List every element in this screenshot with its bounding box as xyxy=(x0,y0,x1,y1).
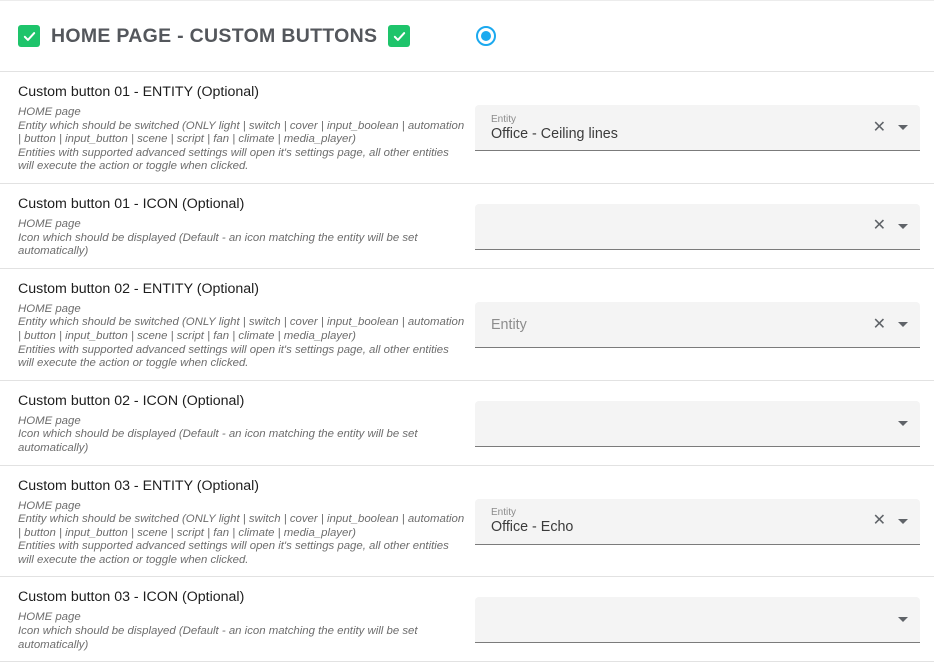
setting-control xyxy=(475,195,920,259)
setting-row xyxy=(0,72,934,184)
setting-control xyxy=(475,588,920,652)
select-icons xyxy=(873,218,908,234)
setting-description xyxy=(18,106,465,174)
select-icons xyxy=(873,513,908,529)
description-line: Entities with supported advanced settings will open it's settings page, all other entities will execute the action or toggle when clicked. xyxy=(18,146,449,173)
check-icon xyxy=(22,29,37,44)
select-text xyxy=(491,113,618,143)
setting-info xyxy=(18,280,475,371)
setting-info xyxy=(18,195,475,259)
chevron-down-icon[interactable] xyxy=(898,322,908,327)
description-line: HOME page xyxy=(18,106,81,118)
setting-info xyxy=(18,83,475,174)
setting-title: Custom button 01 - ENTITY (Optional) xyxy=(18,84,260,100)
description-line: HOME page xyxy=(18,414,81,427)
setting-description xyxy=(18,218,465,259)
clear-icon[interactable]: ✕ xyxy=(872,118,886,136)
header-checkbox-right[interactable] xyxy=(388,25,410,47)
description-line: HOME page xyxy=(18,217,81,230)
page-title: HOME PAGE - CUSTOM BUTTONS xyxy=(51,24,378,47)
description-line: HOME page xyxy=(18,302,81,315)
chevron-down-icon[interactable] xyxy=(898,421,908,426)
select-floating-label: Entity xyxy=(491,113,517,125)
setting-row xyxy=(0,269,934,381)
setting-title: Custom button 02 - ICON (Optional) xyxy=(18,392,245,409)
setting-description xyxy=(18,500,465,568)
description-line: Entities with supported advanced settings will open it's settings page, all other entities will execute the action or toggle when clicked. xyxy=(18,540,449,566)
chevron-down-icon[interactable] xyxy=(898,617,908,622)
select-text xyxy=(491,317,527,333)
description-line: HOME page xyxy=(18,499,81,512)
select-floating-label: Entity xyxy=(491,507,517,519)
setting-title: Custom button 03 - ENTITY (Optional) xyxy=(18,477,260,494)
chevron-down-icon[interactable] xyxy=(898,519,908,524)
clear-icon[interactable]: ✕ xyxy=(872,217,886,235)
setting-description xyxy=(18,415,465,456)
select-icons xyxy=(873,120,908,136)
select-value: Office - Echo xyxy=(491,519,574,536)
entity-select[interactable] xyxy=(475,597,920,643)
entity-select[interactable] xyxy=(475,204,920,250)
setting-control xyxy=(475,392,920,456)
setting-row xyxy=(0,577,934,662)
select-icons xyxy=(898,617,908,622)
clear-icon[interactable]: ✕ xyxy=(872,315,886,333)
select-icons xyxy=(873,317,908,333)
page-header xyxy=(0,1,934,72)
description-line: Icon which should be displayed (Default - an icon matching the entity will be set automatically) xyxy=(18,231,418,258)
setting-control xyxy=(475,280,920,371)
setting-description xyxy=(18,303,465,371)
setting-control xyxy=(475,83,920,174)
check-icon xyxy=(392,29,407,44)
setting-title: Custom button 03 - ICON (Optional) xyxy=(18,589,245,606)
chevron-down-icon[interactable] xyxy=(898,224,908,229)
entity-select[interactable] xyxy=(475,105,920,151)
header-radio-button[interactable] xyxy=(476,26,496,46)
setting-row xyxy=(0,381,934,466)
setting-row xyxy=(0,184,934,269)
setting-info xyxy=(18,477,475,568)
setting-title: Custom button 01 - ICON (Optional) xyxy=(18,195,245,212)
clear-icon[interactable]: ✕ xyxy=(872,512,886,530)
description-line: Entity which should be switched (ONLY light | switch | cover | input_boolean | automation | button | input_button | scene | script | fan | climate | media_player) xyxy=(18,316,465,342)
settings-list xyxy=(0,72,934,662)
setting-title: Custom button 02 - ENTITY (Optional) xyxy=(18,280,260,297)
select-placeholder: Entity xyxy=(491,316,527,333)
setting-control xyxy=(475,477,920,568)
description-line: Entity which should be switched (ONLY light | switch | cover | input_boolean | automation | button | input_button | scene | script | fan | climate | media_player) xyxy=(18,119,465,146)
description-line: HOME page xyxy=(18,611,81,624)
description-line: Entity which should be switched (ONLY light | switch | cover | input_boolean | automation | button | input_button | scene | script | fan | climate | media_player) xyxy=(18,513,465,539)
setting-info xyxy=(18,392,475,456)
entity-select[interactable] xyxy=(475,401,920,447)
setting-description xyxy=(18,611,465,652)
select-text xyxy=(491,506,573,536)
setting-info xyxy=(18,588,475,652)
header-checkbox-left[interactable] xyxy=(18,25,40,47)
select-value: Office - Ceiling lines xyxy=(491,125,618,142)
entity-select[interactable] xyxy=(475,302,920,348)
description-line: Icon which should be displayed (Default - an icon matching the entity will be set automatically) xyxy=(18,625,418,651)
select-icons xyxy=(898,421,908,426)
description-line: Icon which should be displayed (Default - an icon matching the entity will be set automatically) xyxy=(18,428,418,454)
entity-select[interactable] xyxy=(475,499,920,545)
chevron-down-icon[interactable] xyxy=(898,125,908,130)
setting-row xyxy=(0,466,934,578)
radio-dot-icon xyxy=(481,31,491,41)
description-line: Entities with supported advanced settings will open it's settings page, all other entities will execute the action or toggle when clicked. xyxy=(18,343,449,370)
